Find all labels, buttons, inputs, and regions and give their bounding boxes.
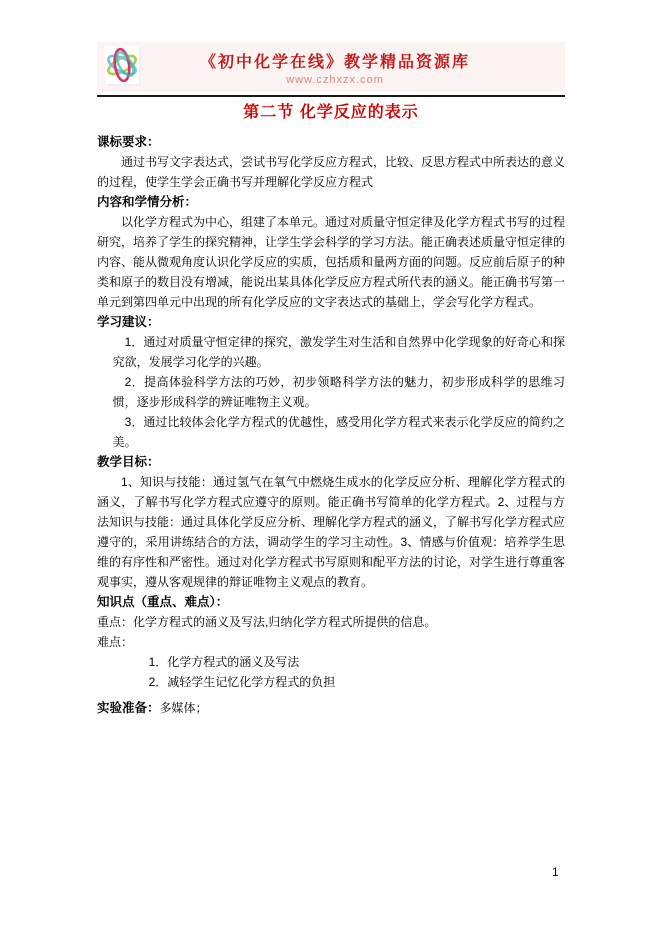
section-neirong xyxy=(97,192,565,312)
shiyan-label: 实验准备： xyxy=(97,701,160,715)
nandian-label: 难点： xyxy=(97,635,134,649)
shiyan-text: 多媒体； xyxy=(159,701,208,715)
section-kebiao xyxy=(97,132,565,192)
section-heading-kebiao: 课标要求： xyxy=(97,135,160,149)
section-xuexi xyxy=(97,312,565,452)
section-heading-zhishidian: 知识点（重点、难点）： xyxy=(97,595,229,609)
header-divider xyxy=(97,95,565,97)
section-heading-jiaoxue: 教学目标： xyxy=(97,455,160,469)
section-jiaoxue xyxy=(97,452,565,592)
paragraph-kebiao: 通过书写文字表达式，尝试书写化学反应方程式，比较、反思方程式中所表达的意义的过程，使学生学会正确书写并理解化学反应方程式 xyxy=(97,155,566,189)
list-item: 2．减轻学生记忆化学方程式的负担 xyxy=(148,675,336,689)
section-zhishidian xyxy=(97,592,565,692)
paragraph-neirong: 以化学方程式为中心，组建了本单元。通过对质量守恒定律及化学方程式书写的过程研究，培养了学生的探究精神，让学生学会科学的学习方法。能正确表述质量守恒定律的内容、能从微观角度认识化学反应的实质，包括质和量两方面的问题。反应前后原子的种类和原子的数目没有增减，能说出某具体化学反应方程式所代表的涵义。能正确书写第一单元到第四单元中出现的所有化学反应的文字表达式的基础上，学会写化学方程式。 xyxy=(97,215,566,309)
page-number: 1 xyxy=(552,865,559,879)
atom-logo-icon xyxy=(101,43,149,91)
site-title: 《初中化学在线》教学精品资源库 xyxy=(199,53,470,71)
paragraph-jiaoxue: 1、知识与技能：通过氢气在氧气中燃烧生成水的化学反应分析、理解化学方程式的涵义，了解书写化学方程式应遵守的原则。能正确书写简单的化学方程式。2、过程与方法知识与技能：通过具体化学反应分析、理解化学方程式的涵义，了解书写化学方程式应遵守的，采用讲练结合的方法，调动学生的学习主动性。3、情感与价值观：培养学生思维的有序性和严密性。通过对化学方程式书写原则和配平方法的讨论，对学生进行尊重客观事实，遵从客观规律的辩证唯物主义观点的教育。 xyxy=(97,475,566,589)
shiyan-line xyxy=(97,698,565,718)
header-text xyxy=(149,49,561,86)
list-item: 3．通过比较体会化学方程式的优越性，感受用化学方程式来表示化学反应的简约之美。 xyxy=(112,415,565,449)
page-title: 第二节 化学反应的表示 xyxy=(243,104,419,121)
section-heading-neirong: 内容和学情分析： xyxy=(97,195,198,209)
list-item: 2．提高体验科学方法的巧妙，初步领略科学方法的魅力，初步形成科学的思维习惯，逐步形成科学的辨证唯物主义观。 xyxy=(112,375,565,409)
document-page xyxy=(97,42,565,718)
list-item: 1．化学方程式的涵义及写法 xyxy=(148,655,300,669)
zhongdian-line xyxy=(97,612,565,632)
zhongdian-label: 重点： xyxy=(97,615,134,629)
list-item: 1．通过对质量守恒定律的探究，激发学生对生活和自然界中化学现象的好奇心和探究欲，发展学习化学的兴趣。 xyxy=(112,335,565,369)
site-url-link[interactable]: www.czhxzx.com xyxy=(286,73,384,86)
site-header xyxy=(97,42,565,92)
zhongdian-text: 化学方程式的涵义及写法,归纳化学方程式所提供的信息。 xyxy=(133,615,437,629)
section-heading-xuexi: 学习建议： xyxy=(97,315,160,329)
